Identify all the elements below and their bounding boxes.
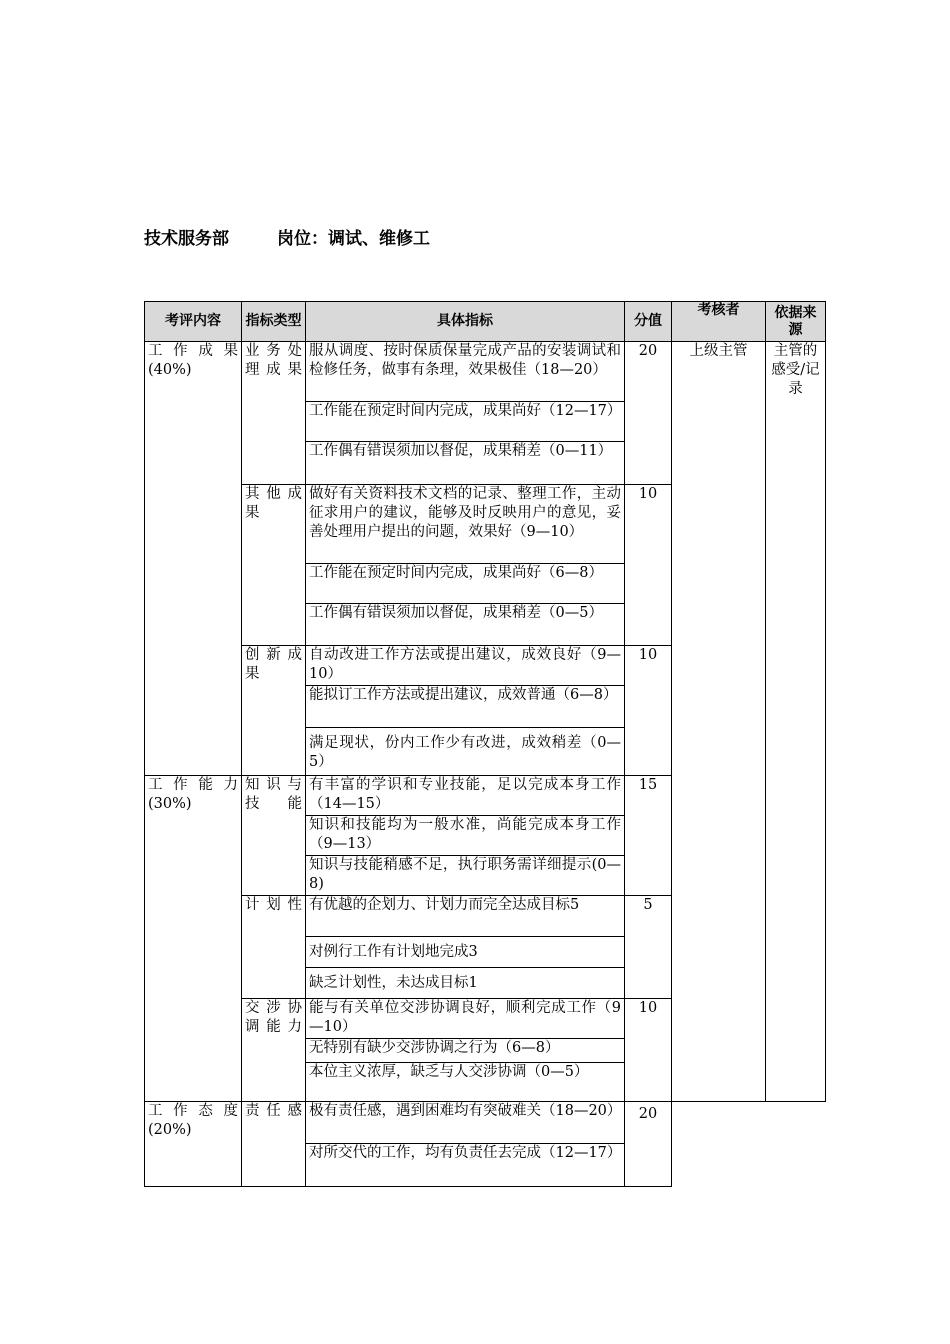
category-cell <box>145 1102 242 1187</box>
header-reviewer: 考核者 <box>672 302 766 342</box>
header-score: 分值 <box>625 302 672 342</box>
indicator-item: 满足现状，份内工作少有改进，成效稍差（0—5） <box>306 728 625 776</box>
score-value: 10 <box>625 485 672 646</box>
indicator-type: 计划性 <box>245 897 302 913</box>
indicator-type: 业务处理成果 <box>245 343 302 378</box>
category-name: 工作成果 <box>148 343 238 359</box>
indicator-item: 工作能在预定时间内完成，成果尚好（12—17） <box>306 402 625 442</box>
header-type: 指标类型 <box>242 302 306 342</box>
indicator-item: 能拟订工作方法或提出建议，成效普通（6—8） <box>306 686 625 728</box>
type-cell <box>242 896 306 999</box>
table-row <box>145 342 826 402</box>
indicator-item: 对例行工作有计划地完成3 <box>306 937 625 968</box>
header-source: 依据来源 <box>766 302 826 342</box>
category-weight: (20%) <box>148 1122 192 1138</box>
indicator-item: 自动改进工作方法或提出建议，成效良好（9—10） <box>306 646 625 686</box>
source-cell: 主管的感受/记录 <box>766 342 826 1102</box>
header-content: 考评内容 <box>145 302 242 342</box>
indicator-item: 本位主义浓厚，缺乏与人交涉协调（0—5） <box>306 1063 625 1102</box>
category-name: 工作态度 <box>148 1103 238 1119</box>
department-name: 技术服务部 <box>144 229 229 249</box>
indicator-item: 工作能在预定时间内完成，成果尚好（6—8） <box>306 564 625 604</box>
category-name: 工作能力 <box>148 777 238 793</box>
score-value: 5 <box>625 896 672 999</box>
indicator-item: 做好有关资料技术文档的记录、整理工作，主动征求用户的建议，能够及时反映用户的意见，妥善处理用户提出的问题，效果好（9—10） <box>306 485 625 564</box>
indicator-type: 交涉协调能力 <box>245 1000 302 1035</box>
evaluation-table <box>144 301 826 1187</box>
indicator-item: 对所交代的工作，均有负责任去完成（12—17） <box>306 1144 625 1187</box>
table-header-row <box>145 302 826 342</box>
indicator-type: 创新成果 <box>245 647 302 682</box>
indicator-item: 工作偶有错误须加以督促，成果稍差（0—11） <box>306 442 625 485</box>
category-cell <box>145 776 242 1102</box>
indicator-item: 能与有关单位交涉协调良好，顺利完成工作（9—10） <box>306 999 625 1039</box>
score-value: 20 <box>625 342 672 485</box>
indicator-item: 极有责任感，遇到困难均有突破难关（18—20） <box>306 1102 625 1144</box>
score-value: 20 <box>625 1102 672 1187</box>
indicator-type: 其他成果 <box>245 486 302 521</box>
position-title: 岗位：调试、维修工 <box>277 229 430 249</box>
type-cell <box>242 485 306 646</box>
page-heading <box>144 224 430 249</box>
category-cell <box>145 342 242 776</box>
indicator-item: 缺乏计划性，未达成目标1 <box>306 968 625 999</box>
score-value: 15 <box>625 776 672 896</box>
indicator-item: 有优越的企划力、计划力而完全达成目标5 <box>306 896 625 937</box>
type-cell <box>242 999 306 1102</box>
indicator-item: 知识与技能稍感不足，执行职务需详细提示(0—8) <box>306 856 625 896</box>
type-cell <box>242 776 306 896</box>
reviewer-cell: 上级主管 <box>672 342 766 1102</box>
indicator-type: 知识与技能 <box>245 777 302 812</box>
indicator-item: 知识和技能均为一般水准，尚能完成本身工作（9—13） <box>306 816 625 856</box>
score-value: 10 <box>625 646 672 776</box>
category-weight: (30%) <box>148 796 192 812</box>
indicator-item: 有丰富的学识和专业技能，足以完成本身工作（14—15） <box>306 776 625 816</box>
indicator-item: 无特别有缺少交涉协调之行为（6—8） <box>306 1039 625 1063</box>
indicator-item: 服从调度、按时保质保量完成产品的安装调试和检修任务，做事有条理，效果极佳（18—20） <box>306 342 625 402</box>
type-cell <box>242 342 306 485</box>
type-cell <box>242 646 306 776</box>
category-weight: (40%) <box>148 362 192 378</box>
indicator-type: 责任感 <box>245 1103 302 1119</box>
header-indicator: 具体指标 <box>306 302 625 342</box>
indicator-item: 工作偶有错误须加以督促，成果稍差（0—5） <box>306 604 625 646</box>
type-cell <box>242 1102 306 1187</box>
score-value: 10 <box>625 999 672 1102</box>
table-row <box>145 1102 826 1144</box>
